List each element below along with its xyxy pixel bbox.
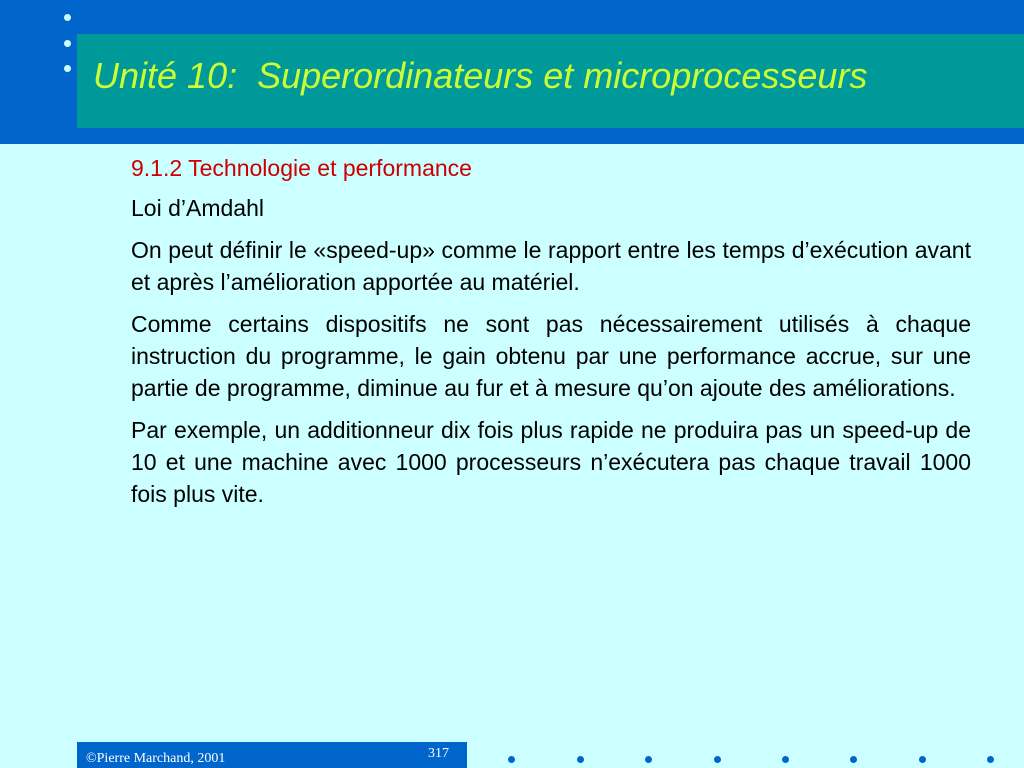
body-paragraph: On peut définir le «speed-up» comme le rapport entre les temps d’exécution avant et après l’amélioration apportée au matériel. (131, 237, 971, 295)
slide-title: Unité 10: Superordinateurs et microprocesseurs (93, 55, 868, 96)
body-paragraph: Par exemple, un additionneur dix fois plus rapide ne produira pas un speed-up de 10 et une machine avec 1000 processeurs n’exécutera pas chaque travail 1000 fois plus vite. (131, 417, 971, 507)
footer-dot-icon (577, 756, 584, 763)
footer-dot-icon (508, 756, 515, 763)
body-paragraph: Comme certains dispositifs ne sont pas nécessairement utilisés à chaque instruction du programme, le gain obtenu par une performance accrue, sur une partie de programme, diminue au fur et à mesure qu’on ajoute des améliorations. (131, 311, 971, 401)
decorative-bullet-icon (64, 40, 71, 47)
decorative-bullet-icon (64, 65, 71, 72)
footer-dot-icon (714, 756, 721, 763)
footer-dot-icon (645, 756, 652, 763)
copyright-notice: ©Pierre Marchand, 2001 (86, 751, 226, 766)
footer-dot-icon (987, 756, 994, 763)
footer-dot-icon (919, 756, 926, 763)
slide-content (131, 152, 971, 520)
decorative-bullet-icon (64, 14, 71, 21)
section-heading: Loi d’Amdahl (131, 195, 264, 221)
section-subtitle: 9.1.2 Technologie et performance (131, 155, 472, 181)
footer-dot-icon (850, 756, 857, 763)
footer-dot-icon (782, 756, 789, 763)
page-number: 317 (428, 746, 449, 761)
